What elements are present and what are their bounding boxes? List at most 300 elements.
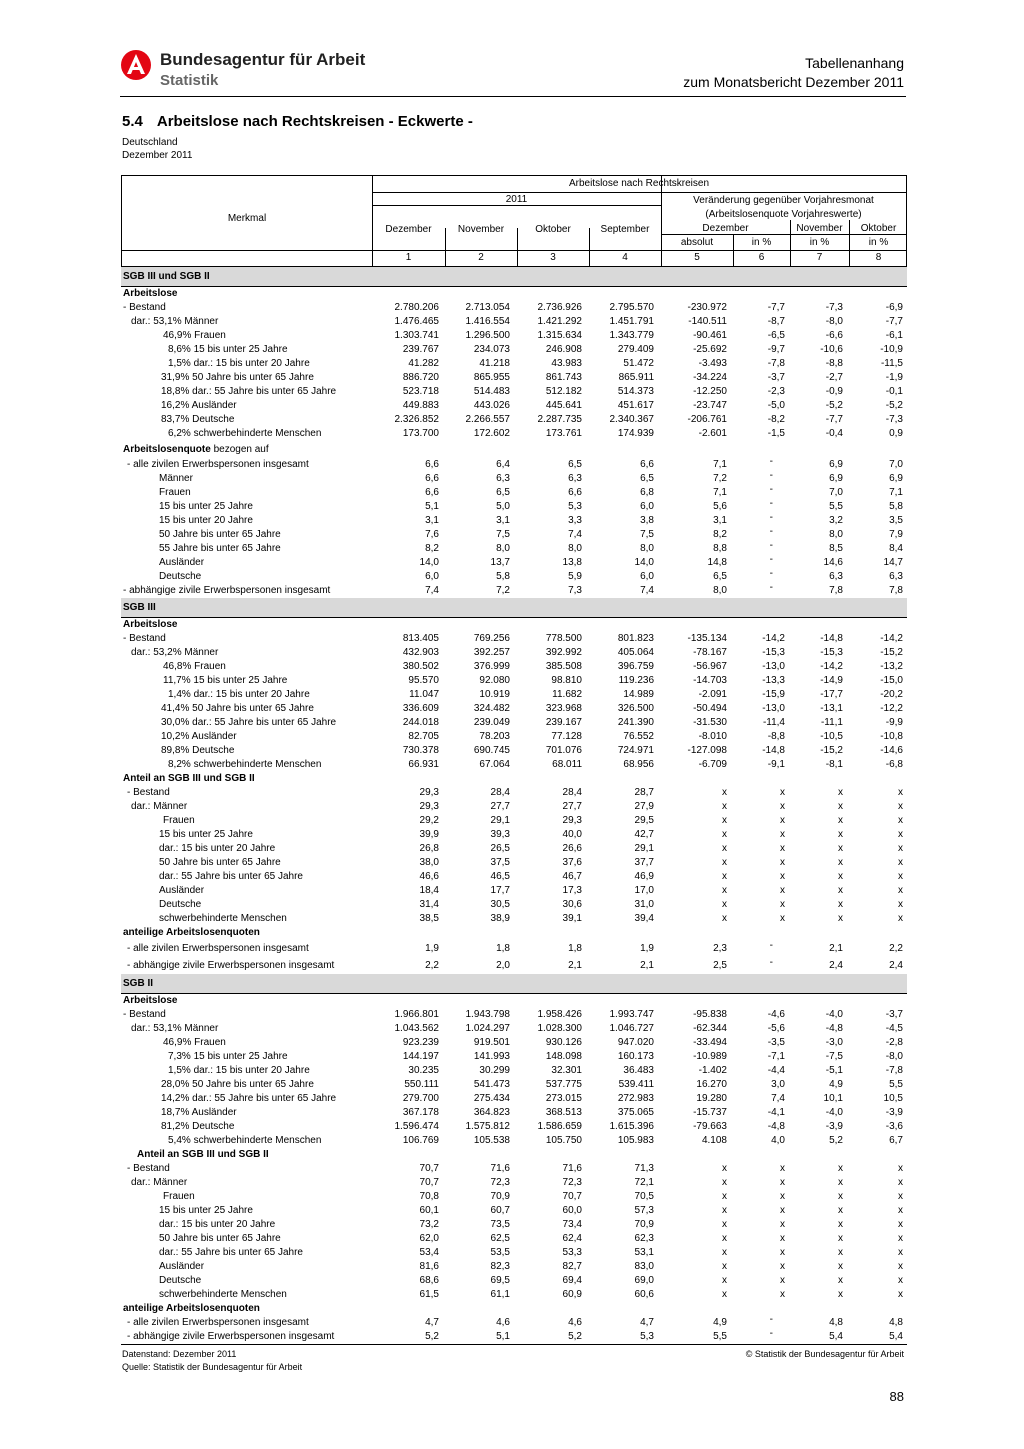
hd-month: November	[457, 224, 505, 235]
cell-col2: 364.823	[473, 1107, 510, 1118]
cell-col6: -4,4	[767, 1065, 785, 1076]
cell-col1: 6,6	[425, 473, 439, 484]
cell-col8: x	[898, 801, 903, 812]
table-row	[121, 458, 907, 472]
row-label: schwerbehinderte Menschen	[159, 1289, 287, 1300]
cell-col6: -13,3	[762, 675, 785, 686]
cell-col5: -2.091	[698, 689, 727, 700]
cell-col5: x	[722, 885, 727, 896]
cell-col8: x	[898, 899, 903, 910]
table-row	[121, 674, 907, 688]
cell-col6: x	[780, 787, 785, 798]
cell-col8: 6,3	[889, 571, 903, 582]
cell-col5: -140.511	[688, 316, 727, 327]
row-label: Frauen	[163, 1191, 195, 1202]
cell-col1: 1.303.741	[394, 330, 439, 341]
cell-col5: 5,6	[713, 501, 727, 512]
table-row	[121, 287, 907, 301]
row-label: 30,0% dar.: 55 Jahre bis unter 65 Jahre	[161, 717, 337, 728]
cell-col8: 5,4	[889, 1331, 903, 1342]
footer-quelle: Quelle: Statistik der Bundesagentur für Arbeit	[122, 1362, 303, 1372]
row-label: schwerbehinderte Menschen	[159, 913, 287, 924]
row-label: 8,2% schwerbehinderte Menschen	[168, 759, 322, 770]
cell-col1: 18,4	[419, 885, 439, 896]
cell-col4: 1,9	[640, 943, 654, 954]
cell-col6: -	[769, 484, 773, 495]
cell-col5: 4.108	[701, 1135, 727, 1146]
cell-col4: 36.483	[623, 1065, 654, 1076]
cell-col3: 1.958.426	[537, 1009, 582, 1020]
cell-col2: 7,2	[496, 585, 510, 596]
cell-col2: 105.538	[473, 1135, 510, 1146]
cell-col7: -4,8	[825, 1023, 843, 1034]
row-label: 46,9% Frauen	[163, 1037, 226, 1048]
cell-col8: x	[898, 843, 903, 854]
cell-col8: -20,2	[880, 689, 903, 700]
hd-unit: in %	[809, 237, 830, 248]
cell-col7: x	[838, 1247, 843, 1258]
row-label: 46,9% Frauen	[163, 330, 226, 341]
row-label: Anteil an SGB III und SGB II	[123, 773, 255, 784]
cell-col3: 5,2	[568, 1331, 582, 1342]
table-row	[121, 828, 907, 842]
cell-col2: 6,5	[496, 487, 510, 498]
cell-col3: 1.586.659	[537, 1121, 582, 1132]
cell-col5: 7,1	[713, 487, 727, 498]
hd-chg-month: November	[796, 223, 843, 234]
cell-col4: 396.759	[617, 661, 654, 672]
table-row	[121, 301, 907, 315]
hd-colnum: 2	[478, 252, 484, 263]
hd-change-1: Veränderung gegenüber Vorjahresmonat	[693, 195, 874, 206]
cell-col7: -2,7	[825, 372, 843, 383]
cell-col8: -6,8	[885, 759, 903, 770]
title-number: 5.4	[122, 113, 143, 130]
cell-col2: 172.602	[473, 428, 510, 439]
cell-col1: 432.903	[402, 647, 439, 658]
table-body	[121, 267, 907, 1344]
cell-col3: 273.015	[545, 1093, 582, 1104]
row-label: 15 bis unter 25 Jahre	[159, 1205, 253, 1216]
cell-col2: 72,3	[490, 1177, 510, 1188]
table-row	[121, 702, 907, 716]
table-row	[121, 1106, 907, 1120]
cell-col8: -4,5	[885, 1023, 903, 1034]
cell-col6: -	[769, 582, 773, 593]
cell-col6: -3,7	[767, 372, 785, 383]
cell-col5: -50.494	[693, 703, 727, 714]
row-label: 89,8% Deutsche	[161, 745, 235, 756]
table-row	[121, 884, 907, 898]
cell-col2: 46,5	[490, 871, 510, 882]
cell-col1: 5,1	[425, 501, 439, 512]
cell-col8: -11,5	[880, 358, 903, 369]
cell-col2: 2.266.557	[465, 414, 510, 425]
row-label-bold: Arbeitslosenquote	[123, 444, 211, 455]
cell-col3: 17,3	[562, 885, 582, 896]
cell-col3: 68.011	[552, 759, 582, 770]
cell-col1: 11.047	[409, 689, 439, 700]
cell-col1: 62,0	[419, 1233, 439, 1244]
cell-col7: -10,5	[820, 731, 843, 742]
cell-col1: 38,5	[419, 913, 439, 924]
cell-col4: 31,0	[634, 899, 654, 910]
cell-col1: 26,8	[419, 843, 439, 854]
cell-col4: 51.472	[623, 358, 654, 369]
cell-col1: 3,1	[425, 515, 439, 526]
ba-logo	[120, 48, 380, 94]
row-label: Deutsche	[159, 899, 202, 910]
cell-col6: x	[780, 871, 785, 882]
cell-col7: -7,5	[825, 1051, 843, 1062]
row-label: - alle zivilen Erwerbspersonen insgesamt	[127, 459, 309, 470]
footer-datenstand: Datenstand: Dezember 2011	[122, 1349, 237, 1359]
cell-col2: 2.713.054	[465, 302, 510, 313]
hd-month: Oktober	[535, 224, 571, 235]
cell-col3: 77.128	[551, 731, 582, 742]
cell-col8: 6,9	[889, 473, 903, 484]
cell-col4: 279.409	[617, 344, 654, 355]
cell-col5: -31.530	[693, 717, 727, 728]
cell-col3: 1,8	[568, 943, 582, 954]
cell-col6: -3,5	[767, 1037, 785, 1048]
cell-col2: 62,5	[490, 1233, 510, 1244]
cell-col1: 29,3	[419, 801, 439, 812]
cell-col1: 39,9	[419, 829, 439, 840]
hd-year: 2011	[505, 194, 528, 205]
cell-col6: x	[780, 1177, 785, 1188]
cell-col7: x	[838, 885, 843, 896]
hd-colnum: 3	[550, 252, 556, 263]
cell-col2: 324.482	[473, 703, 510, 714]
table-row	[121, 1008, 907, 1022]
cell-col2: 71,6	[490, 1163, 510, 1174]
cell-col3: 70,7	[562, 1191, 582, 1202]
cell-col1: 173.700	[402, 428, 439, 439]
cell-col7: x	[838, 1163, 843, 1174]
table-row	[121, 1148, 907, 1162]
cell-col5: x	[722, 1261, 727, 1272]
cell-col6: -15,9	[762, 689, 785, 700]
hd-unit: in %	[868, 237, 889, 248]
cell-col1: 7,4	[425, 585, 439, 596]
cell-col7: x	[838, 871, 843, 882]
cell-col8: -7,8	[885, 1065, 903, 1076]
cell-col2: 6,3	[496, 473, 510, 484]
cell-col7: -17,7	[820, 689, 843, 700]
cell-col8: x	[898, 1247, 903, 1258]
row-label: - Bestand	[123, 302, 166, 313]
cell-col2: 514.483	[473, 386, 510, 397]
table-row	[121, 1078, 907, 1092]
cell-col4: 39,4	[634, 913, 654, 924]
cell-col4: 241.390	[617, 717, 654, 728]
cell-col3: 3,3	[568, 515, 582, 526]
table-row	[121, 1232, 907, 1246]
cell-col6: -13,0	[762, 703, 785, 714]
table-row	[121, 758, 907, 772]
org-sub: Statistik	[160, 72, 219, 89]
cell-col1: 82.705	[408, 731, 439, 742]
cell-col8: -3,9	[885, 1107, 903, 1118]
table-row	[121, 570, 907, 584]
cell-col4: 70,5	[634, 1191, 654, 1202]
cell-col8: -10,9	[880, 344, 903, 355]
cell-col2: 1.575.812	[465, 1121, 510, 1132]
cell-col2: 1,8	[496, 943, 510, 954]
cell-col5: -14.703	[693, 675, 727, 686]
table-row	[121, 441, 907, 458]
cell-col5: x	[722, 829, 727, 840]
row-label: 46,8% Frauen	[163, 661, 226, 672]
cell-col6: -9,7	[767, 344, 785, 355]
cell-col3: 13,8	[562, 557, 582, 568]
cell-col5: 2,5	[713, 960, 727, 971]
table-row	[121, 994, 907, 1008]
cell-col2: 541.473	[473, 1079, 510, 1090]
row-label: - Bestand	[123, 633, 166, 644]
cell-col7: 10,1	[823, 1093, 843, 1104]
cell-col5: x	[722, 899, 727, 910]
data-table	[121, 175, 907, 1345]
cell-col4: 53,1	[634, 1247, 654, 1258]
cell-col3: 5,9	[568, 571, 582, 582]
table-row	[121, 1260, 907, 1274]
cell-col4: 71,3	[634, 1163, 654, 1174]
section-row	[121, 974, 907, 994]
hd-hline	[372, 205, 661, 206]
row-label: 11,7% 15 bis unter 25 Jahre	[163, 675, 288, 686]
cell-col6: x	[780, 1163, 785, 1174]
cell-col7: x	[838, 899, 843, 910]
cell-col3: 29,3	[562, 815, 582, 826]
cell-col3: 4,6	[568, 1317, 582, 1328]
cell-col2: 919.501	[473, 1037, 510, 1048]
cell-col1: 8,2	[425, 543, 439, 554]
cell-col1: 1.476.465	[394, 316, 439, 327]
cell-col3: 385.508	[545, 661, 582, 672]
cell-col3: 40,0	[562, 829, 582, 840]
cell-col4: 29,1	[634, 843, 654, 854]
row-label: 50 Jahre bis unter 65 Jahre	[159, 529, 281, 540]
cell-col4: 1.451.791	[609, 316, 654, 327]
cell-col1: 1.966.801	[394, 1009, 439, 1020]
cell-col2: 1.024.297	[465, 1023, 510, 1034]
cell-col6: -5,6	[767, 1023, 785, 1034]
cell-col7: x	[838, 787, 843, 798]
cell-col4: 62,3	[634, 1233, 654, 1244]
cell-col1: 523.718	[402, 386, 439, 397]
cell-col6: -	[769, 1328, 773, 1339]
cell-col6: x	[780, 843, 785, 854]
cell-col5: -23.747	[693, 400, 727, 411]
hd-colnum: 8	[875, 252, 882, 263]
cell-col1: 95.570	[408, 675, 439, 686]
table-row	[121, 500, 907, 514]
row-label: 55 Jahre bis unter 65 Jahre	[159, 543, 281, 554]
cell-col8: -3,7	[885, 1009, 903, 1020]
cell-col5: -25.692	[693, 344, 727, 355]
cell-col7: x	[838, 857, 843, 868]
cell-col7: -5,1	[825, 1065, 843, 1076]
table-row	[121, 1246, 907, 1260]
table-row	[121, 472, 907, 486]
table-row	[121, 870, 907, 884]
table-row	[121, 357, 907, 371]
cell-col4: 451.617	[617, 400, 654, 411]
cell-col5: -62.344	[693, 1023, 727, 1034]
cell-col8: x	[898, 1289, 903, 1300]
cell-col5: x	[722, 1163, 727, 1174]
table-row	[121, 556, 907, 570]
cell-col6: 7,4	[771, 1093, 785, 1104]
cell-col2: 82,3	[490, 1261, 510, 1272]
title-text: Arbeitslose nach Rechtskreisen - Eckwerte -	[156, 113, 473, 130]
cell-col5: -206.761	[687, 414, 727, 425]
cell-col8: -1,9	[885, 372, 903, 383]
cell-col3: 2.287.735	[537, 414, 582, 425]
cell-col5: -79.663	[693, 1121, 727, 1132]
cell-col3: 6,3	[568, 473, 582, 484]
report-header	[683, 54, 904, 92]
cell-col3: 930.126	[545, 1037, 582, 1048]
cell-col5: -78.167	[693, 647, 727, 658]
cell-col8: 4,8	[889, 1317, 903, 1328]
cell-col8: -14,6	[880, 745, 903, 756]
section-row	[121, 267, 907, 287]
cell-col5: 14,8	[707, 557, 727, 568]
cell-col6: -	[769, 526, 773, 537]
cell-col2: 38,9	[490, 913, 510, 924]
row-label: - alle zivilen Erwerbspersonen insgesamt	[127, 943, 309, 954]
cell-col8: x	[898, 913, 903, 924]
cell-col7: x	[838, 1289, 843, 1300]
report-header-line2: zum Monatsbericht Dezember 2011	[683, 74, 904, 90]
cell-col5: -135.134	[687, 633, 727, 644]
cell-col3: 26,6	[562, 843, 582, 854]
cell-col8: -15,2	[880, 647, 903, 658]
cell-col3: 6,5	[568, 459, 582, 470]
cell-col4: 68.956	[623, 759, 654, 770]
table-row	[121, 514, 907, 528]
cell-col6: -	[769, 540, 773, 551]
cell-col5: -230.972	[687, 302, 727, 313]
row-label: 15 bis unter 25 Jahre	[159, 829, 253, 840]
cell-col2: 2,0	[496, 960, 510, 971]
cell-col7: x	[838, 829, 843, 840]
cell-col6: -4,1	[767, 1107, 785, 1118]
cell-col8: 14,7	[883, 557, 903, 568]
cell-col2: 690.745	[473, 745, 510, 756]
cell-col2: 41.218	[479, 358, 510, 369]
cell-col5: 5,5	[713, 1331, 727, 1342]
cell-col3: 246.908	[545, 344, 582, 355]
cell-col4: 37,7	[634, 857, 654, 868]
cell-col1: 61,5	[419, 1289, 439, 1300]
table-row	[121, 940, 907, 957]
cell-col5: x	[722, 913, 727, 924]
page-title	[122, 113, 473, 130]
cell-col7: x	[838, 801, 843, 812]
cell-col4: 947.020	[617, 1037, 654, 1048]
cell-col8: 2,4	[889, 960, 903, 971]
cell-col5: -1.402	[698, 1065, 727, 1076]
cell-col8: x	[898, 1219, 903, 1230]
cell-col6: -	[769, 498, 773, 509]
cell-col6: -2,3	[767, 386, 785, 397]
cell-col8: 7,8	[889, 585, 903, 596]
row-label: 18,7% Ausländer	[161, 1107, 237, 1118]
cell-col3: 60,9	[562, 1289, 582, 1300]
row-label: - abhängige zivile Erwerbspersonen insgesamt	[127, 960, 335, 971]
table-row	[121, 842, 907, 856]
hd-colnum: 6	[758, 252, 765, 263]
cell-col8: 10,5	[883, 1093, 903, 1104]
cell-col5: 19.280	[696, 1093, 727, 1104]
cell-col3: 30,6	[562, 899, 582, 910]
cell-col2: 30.299	[479, 1065, 510, 1076]
row-label: Anteil an SGB III und SGB II	[137, 1149, 269, 1160]
cell-col7: 3,2	[829, 515, 843, 526]
row-label: 7,3% 15 bis unter 25 Jahre	[168, 1051, 288, 1062]
cell-col1: 14,0	[419, 557, 439, 568]
table-row	[121, 1302, 907, 1316]
cell-col3: 173.761	[545, 428, 582, 439]
row-label: Deutsche	[159, 1275, 202, 1286]
hd-colnum: 5	[694, 252, 700, 263]
cell-col2: 10.919	[479, 689, 510, 700]
row-label: 18,8% dar.: 55 Jahre bis unter 65 Jahre	[161, 386, 337, 397]
cell-col5: -10.989	[693, 1051, 727, 1062]
cell-col4: 5,3	[640, 1331, 654, 1342]
cell-col3: 28,4	[562, 787, 582, 798]
cell-col6: -9,1	[767, 759, 785, 770]
cell-col4: 3,8	[640, 515, 654, 526]
row-label: dar.: Männer	[131, 1177, 188, 1188]
table-row	[121, 646, 907, 660]
cell-col4: 29,5	[634, 815, 654, 826]
cell-col2: 28,4	[490, 787, 510, 798]
cell-col7: -14,8	[820, 633, 843, 644]
cell-col2: 27,7	[490, 801, 510, 812]
cell-col5: 4,9	[713, 1317, 727, 1328]
cell-col8: -15,0	[880, 675, 903, 686]
cell-col6: -8,2	[767, 414, 785, 425]
cell-col2: 234.073	[473, 344, 510, 355]
cell-col6: -5,0	[767, 400, 785, 411]
cell-col5: 8,2	[713, 529, 727, 540]
cell-col2: 17,7	[490, 885, 510, 896]
cell-col2: 392.257	[473, 647, 510, 658]
cell-col1: 70,7	[419, 1163, 439, 1174]
hd-change-2: (Arbeitslosenquote Vorjahreswerte)	[705, 209, 862, 220]
row-label: 81,2% Deutsche	[161, 1121, 235, 1132]
cell-col1: 66.931	[408, 759, 439, 770]
cell-col6: x	[780, 857, 785, 868]
cell-col7: x	[838, 1261, 843, 1272]
cell-col2: 60,7	[490, 1205, 510, 1216]
row-label: 83,7% Deutsche	[161, 414, 235, 425]
cell-col6: 4,0	[771, 1135, 785, 1146]
cell-col6: x	[780, 1233, 785, 1244]
cell-col8: 7,1	[889, 487, 903, 498]
cell-col4: 60,6	[634, 1289, 654, 1300]
cell-col7: 6,9	[829, 473, 843, 484]
cell-col7: 6,3	[829, 571, 843, 582]
cell-col7: -6,6	[825, 330, 843, 341]
cell-col8: x	[898, 1191, 903, 1202]
cell-col7: 7,8	[829, 585, 843, 596]
